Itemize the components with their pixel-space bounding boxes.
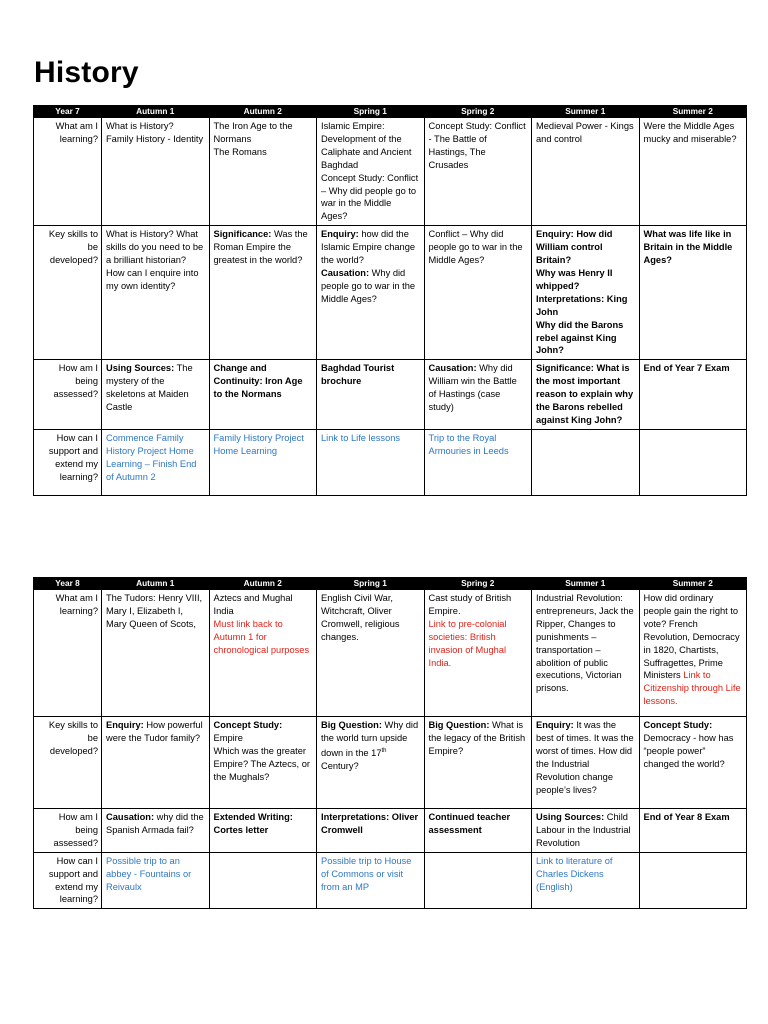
cell-text: What is History? — [106, 121, 174, 131]
table-cell — [532, 590, 640, 717]
table-cell — [532, 429, 640, 495]
table-cell — [209, 717, 317, 809]
row-label: How can I support and extend my learning? — [34, 429, 102, 495]
table-cell — [639, 360, 747, 430]
year8-row-skills — [34, 717, 747, 809]
cell-text: The mystery of the skeletons at Maiden Castle — [106, 363, 193, 413]
skill-keyword: Significance: — [213, 229, 272, 240]
table-cell — [532, 226, 640, 360]
table-cell — [102, 717, 210, 809]
superscript: th — [381, 747, 387, 754]
skill-keyword: Enquiry: — [536, 720, 574, 730]
year7-table — [33, 105, 747, 496]
table-cell — [424, 717, 532, 809]
cell-text: Conflict – Why did people go to war in the Middle Ages? — [428, 229, 523, 266]
year7-header-year: Year 7 — [34, 106, 102, 118]
cell-text: Cast study of British Empire. — [428, 593, 512, 616]
table-cell — [317, 852, 425, 909]
cell-text: What is History? What skills do you need to be a brilliant historian? — [106, 229, 204, 266]
cell-text: How did ordinary people gain the right to vote? French Revolution, Democracy in 1820, Chartists, Suffragettes, Prime Ministers — [643, 593, 740, 681]
table-cell — [424, 226, 532, 360]
row-label: How can I support and extend my learning? — [34, 852, 102, 909]
cell-text: Interpretations: King John — [536, 293, 628, 317]
row-label: What am I learning? — [34, 590, 102, 717]
table-cell — [532, 118, 640, 226]
table-cell — [317, 590, 425, 717]
cell-text: The Iron Age to the Normans — [213, 121, 293, 144]
table-cell — [532, 717, 640, 809]
cell-text: Child Labour in the Industrial Revolution — [536, 812, 631, 848]
skill-keyword: Concept Study: — [213, 720, 283, 730]
year7-row-skills — [34, 226, 747, 360]
cell-text: Was the Roman Empire the greatest in the world? — [213, 229, 308, 266]
table-cell — [639, 226, 747, 360]
skill-keyword: Enquiry: — [321, 229, 359, 240]
table-cell — [639, 590, 747, 717]
table-cell — [209, 590, 317, 717]
table-cell — [317, 809, 425, 853]
year7-row-assessment — [34, 360, 747, 430]
row-label: How am I being assessed? — [34, 809, 102, 853]
skill-keyword: Significance: — [536, 363, 594, 374]
table-cell — [424, 852, 532, 909]
year8-header-summer2: Summer 2 — [639, 578, 747, 590]
table-cell — [639, 852, 747, 909]
table-cell — [209, 852, 317, 909]
cell-text: 17 — [371, 747, 382, 758]
year8-header-row — [34, 578, 747, 590]
cell-text: Family History - Identity — [106, 133, 204, 144]
table-cell — [424, 809, 532, 853]
cell-text: how did the Islamic Empire change the world? — [321, 229, 416, 266]
year7-header-row — [34, 106, 747, 118]
table-cell — [317, 360, 425, 430]
note-text: Link to Citizenship through Life lessons. — [643, 670, 741, 707]
cell-text: End of Year 7 Exam — [643, 363, 730, 374]
table-cell — [639, 429, 747, 495]
cell-text: Why did the world turn upside down in the — [321, 720, 419, 758]
cell-text: Islamic Empire: Development of the Caliphate and Ancient Baghdad — [321, 121, 412, 170]
cell-text: Interpretations: Oliver Cromwell — [321, 812, 419, 835]
year8-table — [33, 577, 747, 909]
table-cell — [102, 429, 210, 495]
year7-header-spring2: Spring 2 — [424, 106, 532, 118]
year8-row-assessment — [34, 809, 747, 853]
table-cell — [639, 717, 747, 809]
skill-keyword: Enquiry: — [536, 229, 574, 240]
year8-row-learning — [34, 590, 747, 717]
cell-text: Change and Continuity: Iron Age to the Normans — [213, 363, 303, 400]
skill-keyword: Enquiry: — [106, 720, 144, 730]
table-cell — [424, 360, 532, 430]
year7-header-summer1: Summer 1 — [532, 106, 640, 118]
support-link[interactable]: Trip to the Royal Armouries in Leeds — [428, 432, 509, 456]
cell-text: How did William control Britain? — [536, 229, 613, 266]
table-cell — [317, 429, 425, 495]
table-cell — [102, 226, 210, 360]
cell-text: Concept Study: Conflict - The Battle of Hastings, The Crusades — [428, 121, 526, 170]
page-title: History — [34, 56, 139, 89]
table-cell — [532, 360, 640, 430]
table-cell — [317, 226, 425, 360]
cell-text: Why did the Barons rebel against King John? — [536, 319, 624, 356]
year7-row-support — [34, 429, 747, 495]
support-link[interactable]: Family History Project Home Learning — [213, 432, 304, 456]
table-cell — [209, 809, 317, 853]
cell-text: Extended Writing: Cortes letter — [213, 812, 293, 835]
cell-text: why did the Spanish Armada fail? — [106, 812, 204, 835]
cell-text: What is the legacy of the British Empire? — [428, 720, 526, 756]
cell-text: What was life like in Britain in the Middle Ages? — [643, 229, 733, 266]
skill-keyword: Causation: — [106, 812, 155, 822]
cell-text: Baghdad Tourist brochure — [321, 363, 395, 387]
support-link[interactable]: Possible trip to House of Commons or visit from an MP — [321, 855, 412, 892]
table-cell — [102, 590, 210, 717]
support-link[interactable]: Link to Life lessons — [321, 432, 401, 443]
cell-text: Century? — [321, 760, 359, 771]
table-cell — [102, 360, 210, 430]
support-link[interactable]: Possible trip to an abbey - Fountains or Reivaulx — [106, 855, 192, 892]
note-text: Link to pre-colonial societies: British invasion of Mughal India. — [428, 618, 507, 668]
table-cell — [532, 809, 640, 853]
year8-header-year: Year 8 — [34, 578, 102, 590]
cell-text: What is the most important reason to explain why the Barons rebelled against King John? — [536, 363, 634, 425]
cell-text: Aztecs and Mughal India — [213, 593, 293, 616]
year7-header-summer2: Summer 2 — [639, 106, 747, 118]
cell-text: Empire — [213, 732, 243, 743]
cell-text: Concept Study: Conflict – Why did people go to war in the Middle Ages? — [321, 172, 419, 222]
table-cell — [317, 118, 425, 226]
table-cell — [209, 429, 317, 495]
table-cell — [102, 809, 210, 853]
table-cell — [209, 360, 317, 430]
skill-keyword: Causation: — [321, 267, 370, 278]
table-cell — [424, 118, 532, 226]
cell-text: Medieval Power - Kings and control — [536, 121, 634, 144]
support-link[interactable]: Commence Family History Project Home Learning – Finish End of Autumn 2 — [106, 432, 197, 482]
year8-header-autumn2: Autumn 2 — [209, 578, 317, 590]
table-cell — [209, 118, 317, 226]
year8-row-support — [34, 852, 747, 909]
cell-text: Were the Middle Ages mucky and miserable? — [643, 121, 737, 144]
cell-text: Why was Henry II whipped? — [536, 267, 613, 291]
support-link[interactable]: Link to literature of Charles Dickens (English) — [536, 855, 613, 892]
table-cell — [102, 852, 210, 909]
table-cell — [532, 852, 640, 909]
cell-text: End of Year 8 Exam — [643, 812, 730, 822]
cell-text: Which was the greater Empire? The Aztecs, or the Mughals? — [213, 745, 310, 782]
table-cell — [317, 717, 425, 809]
cell-text: Why did William win the Battle of Hastings (case study) — [428, 363, 517, 413]
year7-header-spring1: Spring 1 — [317, 106, 425, 118]
row-label: What am I learning? — [34, 118, 102, 226]
cell-text: The Romans — [213, 146, 267, 157]
year8-header-spring2: Spring 2 — [424, 578, 532, 590]
year8-header-spring1: Spring 1 — [317, 578, 425, 590]
cell-text: Democracy - how has “people power” changed the world? — [643, 732, 734, 769]
cell-text: Continued teacher assessment — [428, 812, 511, 835]
cell-text: The Tudors: Henry VIII, Mary I, Elizabeth I, Mary Queen of Scots, — [106, 593, 203, 629]
skill-keyword: Using Sources: — [106, 363, 175, 374]
table-cell — [424, 590, 532, 717]
year7-header-autumn2: Autumn 2 — [209, 106, 317, 118]
skill-keyword: Concept Study: — [643, 720, 713, 730]
cell-text: How can I enquire into my own identity? — [106, 267, 199, 291]
year8-header-autumn1: Autumn 1 — [102, 578, 210, 590]
skill-keyword: Big Question: — [428, 720, 490, 730]
cell-text: It was the best of times. It was the worst of times. How did the Industrial Revolution change people’s lives? — [536, 720, 634, 795]
skill-keyword: Big Question: — [321, 720, 382, 730]
cell-text: Why did people go to war in the Middle Ages? — [321, 267, 416, 304]
row-label: How am I being assessed? — [34, 360, 102, 430]
cell-text: How powerful were the Tudor family? — [106, 720, 203, 743]
cell-text: English Civil War, Witchcraft, Oliver Cromwell, religious changes. — [321, 593, 400, 642]
year7-header-autumn1: Autumn 1 — [102, 106, 210, 118]
skill-keyword: Causation: — [428, 363, 477, 374]
year7-row-learning — [34, 118, 747, 226]
cell-text: Industrial Revolution: entrepreneurs, Jack the Ripper, Changes to punishments – transportation – abolition of public executions, Victorian prisons. — [536, 593, 634, 694]
table-cell — [639, 809, 747, 853]
year8-header-summer1: Summer 1 — [532, 578, 640, 590]
table-cell — [209, 226, 317, 360]
table-cell — [102, 118, 210, 226]
note-text: Must link back to Autumn 1 for chronological purposes — [213, 618, 310, 655]
row-label: Key skills to be developed? — [34, 226, 102, 360]
table-cell — [424, 429, 532, 495]
table-cell — [639, 118, 747, 226]
row-label: Key skills to be developed? — [34, 717, 102, 809]
skill-keyword: Using Sources: — [536, 812, 605, 822]
